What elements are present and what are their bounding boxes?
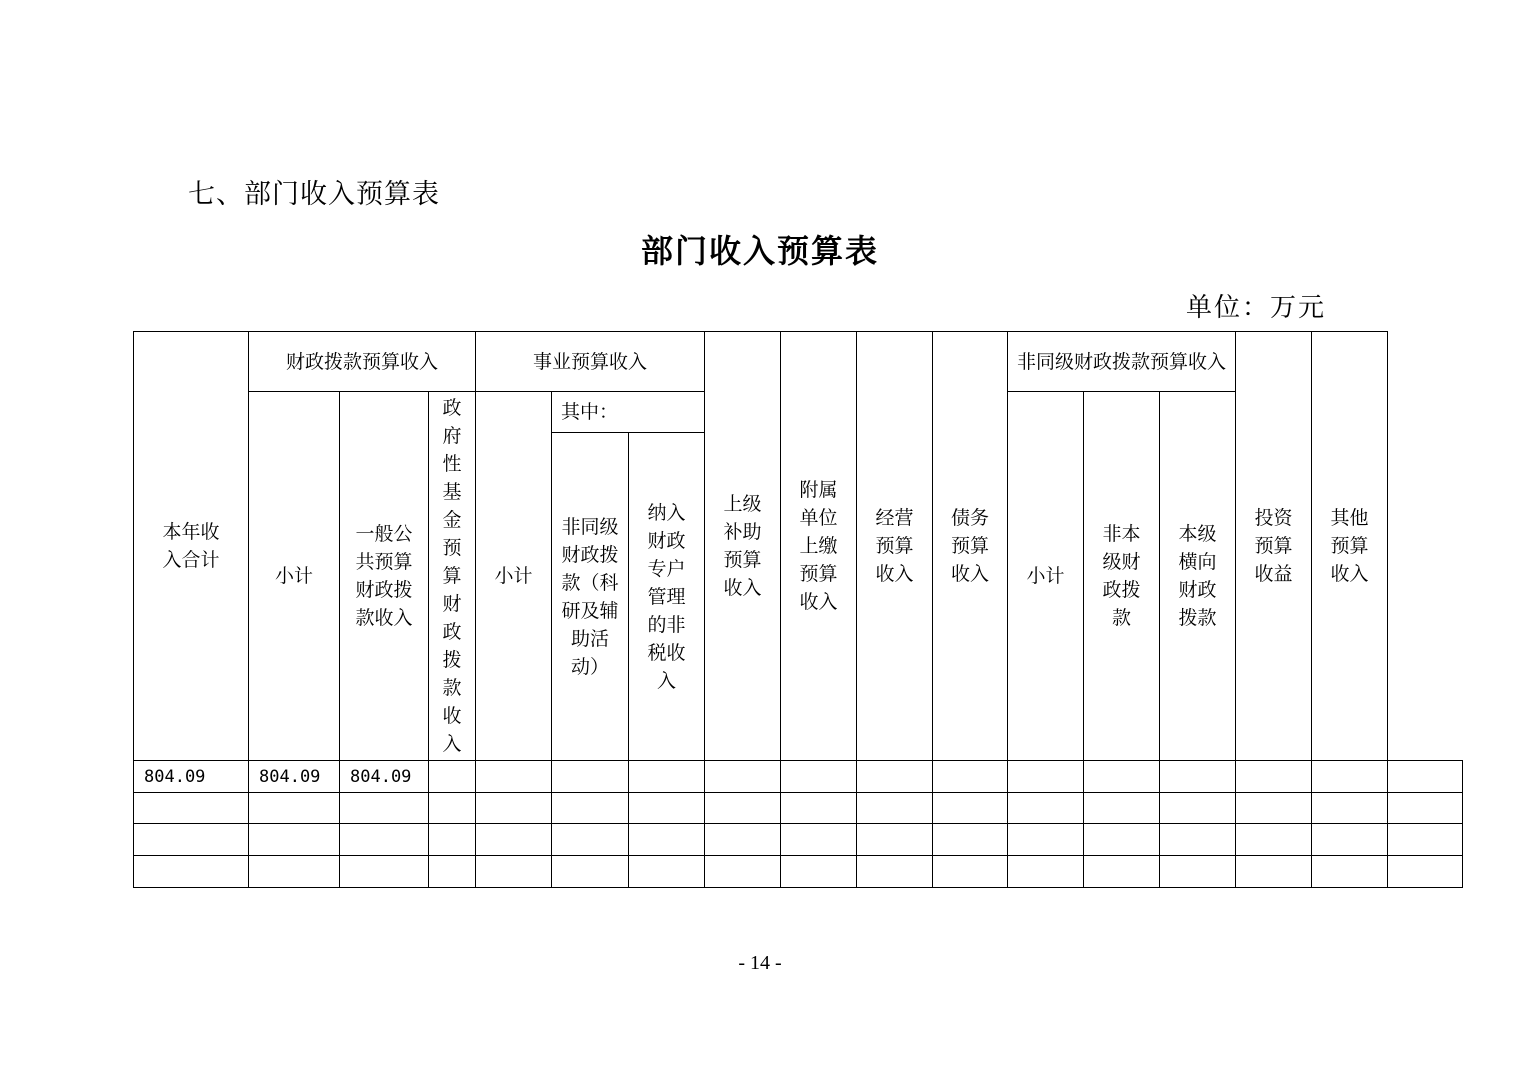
table-row xyxy=(134,793,1463,824)
header-fiscal-fund: 政府性基金预算财政拨款收入 xyxy=(429,392,476,761)
cell xyxy=(781,824,857,856)
income-budget-table xyxy=(133,331,1463,888)
cell xyxy=(705,793,781,824)
cell xyxy=(705,761,781,793)
cell xyxy=(933,793,1008,824)
cell xyxy=(1008,793,1084,824)
cell xyxy=(552,856,629,888)
cell: 804.09 xyxy=(134,761,249,793)
table-row xyxy=(134,824,1463,856)
cell xyxy=(781,856,857,888)
cell xyxy=(629,793,705,824)
cell xyxy=(249,856,340,888)
cell xyxy=(134,856,249,888)
header-fiscal-group: 财政拨款预算收入 xyxy=(249,332,476,392)
cell xyxy=(552,761,629,793)
cell xyxy=(1084,856,1160,888)
cell xyxy=(705,856,781,888)
cell xyxy=(429,793,476,824)
table-row xyxy=(134,856,1463,888)
cell xyxy=(1084,761,1160,793)
cell xyxy=(1312,824,1388,856)
cell xyxy=(429,824,476,856)
cell xyxy=(552,824,629,856)
cell xyxy=(134,793,249,824)
cell xyxy=(1388,824,1463,856)
cell xyxy=(340,824,429,856)
header-affiliate-payment: 附属单位上缴预算收入 xyxy=(781,332,857,761)
cell xyxy=(1008,761,1084,793)
cell xyxy=(1312,761,1388,793)
cell xyxy=(340,793,429,824)
header-fiscal-subtotal: 小计 xyxy=(249,392,340,761)
unit-label: 单位：万元 xyxy=(1186,293,1327,323)
cell xyxy=(134,824,249,856)
document-title: 部门收入预算表 xyxy=(640,232,879,270)
cell xyxy=(1160,793,1236,824)
cell xyxy=(476,793,552,824)
cell xyxy=(1388,761,1463,793)
header-business-nontax: 纳入财政专户管理的非税收入 xyxy=(629,433,705,761)
cell xyxy=(629,824,705,856)
cell xyxy=(857,793,933,824)
header-superior-subsidy: 上级补助预算收入 xyxy=(705,332,781,761)
cell xyxy=(340,856,429,888)
cell xyxy=(1236,761,1312,793)
cell xyxy=(429,761,476,793)
cell xyxy=(249,793,340,824)
cell xyxy=(476,824,552,856)
header-nonsame-group: 非同级财政拨款预算收入 xyxy=(1008,332,1236,392)
header-nonsame-horizontal: 本级横向财政拨款 xyxy=(1160,392,1236,761)
cell xyxy=(933,761,1008,793)
header-nonsame-other-level: 非本级财政拨款 xyxy=(1084,392,1160,761)
header-debt: 债务预算收入 xyxy=(933,332,1008,761)
cell xyxy=(933,856,1008,888)
cell xyxy=(781,793,857,824)
cell xyxy=(1160,856,1236,888)
cell xyxy=(429,856,476,888)
header-nonsame-subtotal: 小计 xyxy=(1008,392,1084,761)
cell xyxy=(1388,793,1463,824)
cell xyxy=(249,824,340,856)
section-heading: 七、部门收入预算表 xyxy=(188,179,440,210)
cell xyxy=(705,824,781,856)
cell xyxy=(629,761,705,793)
cell xyxy=(1388,856,1463,888)
cell xyxy=(552,793,629,824)
cell xyxy=(1084,824,1160,856)
cell xyxy=(1236,824,1312,856)
cell: 804.09 xyxy=(340,761,429,793)
header-investment: 投资预算收益 xyxy=(1236,332,1312,761)
cell xyxy=(1236,793,1312,824)
cell: 804.09 xyxy=(249,761,340,793)
cell xyxy=(476,761,552,793)
cell xyxy=(1312,793,1388,824)
cell xyxy=(1160,824,1236,856)
header-business-group: 事业预算收入 xyxy=(476,332,705,392)
cell xyxy=(781,761,857,793)
cell xyxy=(857,824,933,856)
cell xyxy=(476,856,552,888)
header-operating: 经营预算收入 xyxy=(857,332,933,761)
header-business-subtotal: 小计 xyxy=(476,392,552,761)
cell xyxy=(933,824,1008,856)
header-business-nonsame: 非同级财政拨款（科研及辅助活动） xyxy=(552,433,629,761)
page-number: - 14 - xyxy=(738,952,782,974)
cell xyxy=(629,856,705,888)
cell xyxy=(1008,824,1084,856)
cell xyxy=(857,761,933,793)
cell xyxy=(857,856,933,888)
table-row xyxy=(134,761,1463,793)
cell xyxy=(1236,856,1312,888)
cell xyxy=(1084,793,1160,824)
header-fiscal-general: 一般公共预算财政拨款收入 xyxy=(340,392,429,761)
header-total: 本年收入合计 xyxy=(134,332,249,761)
cell xyxy=(1160,761,1236,793)
header-other: 其他预算收入 xyxy=(1312,332,1388,761)
header-business-of-which: 其中： xyxy=(552,392,705,433)
cell xyxy=(1008,856,1084,888)
cell xyxy=(1312,856,1388,888)
